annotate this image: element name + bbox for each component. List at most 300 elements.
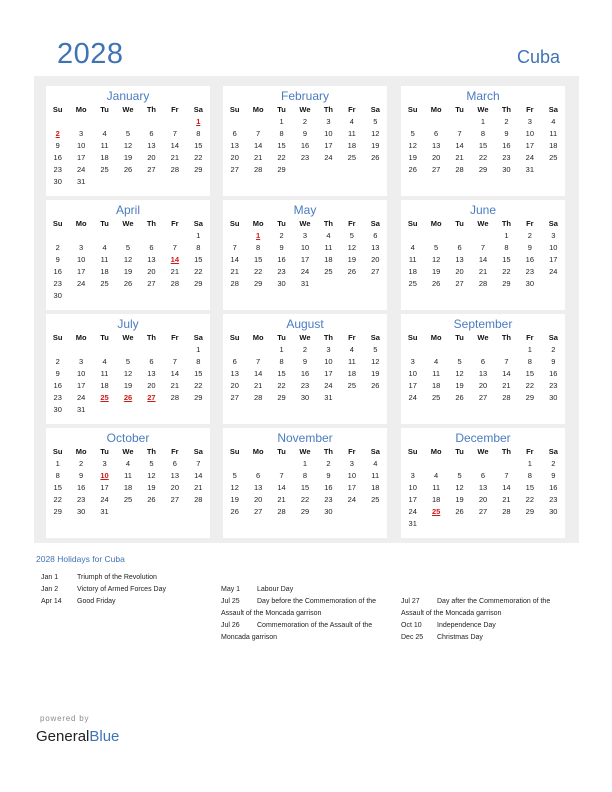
day[interactable]: 7: [256, 357, 261, 366]
day[interactable]: 7: [232, 243, 237, 252]
day[interactable]: 9: [326, 471, 331, 480]
day[interactable]: 21: [253, 381, 263, 390]
day[interactable]: 8: [196, 129, 201, 138]
day[interactable]: 11: [124, 471, 132, 480]
day[interactable]: 8: [279, 129, 284, 138]
day[interactable]: 8: [256, 243, 261, 252]
day[interactable]: 24: [408, 507, 417, 516]
day[interactable]: 9: [504, 129, 509, 138]
day[interactable]: 16: [76, 483, 86, 492]
day[interactable]: 2: [55, 243, 60, 252]
day[interactable]: 9: [302, 129, 308, 138]
day[interactable]: 23: [525, 267, 535, 276]
day[interactable]: 8: [480, 129, 486, 138]
day[interactable]: 18: [324, 255, 333, 264]
holiday-day[interactable]: 10: [100, 471, 109, 480]
day[interactable]: 19: [455, 381, 464, 390]
day[interactable]: 10: [300, 243, 310, 252]
day[interactable]: 26: [147, 495, 156, 504]
day[interactable]: 25: [100, 165, 109, 174]
day[interactable]: 30: [324, 507, 333, 516]
day[interactable]: 19: [123, 267, 133, 276]
day[interactable]: 28: [502, 393, 511, 402]
day[interactable]: 28: [478, 279, 488, 288]
day[interactable]: 16: [300, 369, 310, 378]
day[interactable]: 5: [457, 471, 462, 480]
day[interactable]: 19: [408, 153, 417, 162]
day[interactable]: 17: [76, 381, 86, 390]
day[interactable]: 7: [504, 357, 509, 366]
day[interactable]: 1: [55, 459, 60, 468]
day[interactable]: 27: [478, 393, 488, 402]
day[interactable]: 27: [455, 279, 464, 288]
day[interactable]: 18: [100, 381, 109, 390]
day[interactable]: 14: [170, 141, 180, 150]
day[interactable]: 29: [194, 165, 203, 174]
day[interactable]: 23: [549, 381, 558, 390]
day[interactable]: 14: [230, 255, 239, 264]
day[interactable]: 27: [431, 165, 441, 174]
day[interactable]: 19: [123, 381, 133, 390]
day[interactable]: 20: [230, 381, 239, 390]
day[interactable]: 25: [324, 267, 333, 276]
day[interactable]: 18: [100, 153, 109, 162]
day[interactable]: 16: [549, 483, 558, 492]
holiday-day[interactable]: 25: [431, 507, 441, 516]
day[interactable]: 3: [527, 117, 532, 126]
day[interactable]: 24: [300, 267, 310, 276]
day[interactable]: 12: [408, 141, 417, 150]
day[interactable]: 16: [502, 141, 511, 150]
holiday-day[interactable]: 26: [123, 393, 133, 402]
day[interactable]: 2: [527, 231, 532, 240]
day[interactable]: 23: [53, 279, 62, 288]
day[interactable]: 4: [326, 231, 331, 240]
day[interactable]: 12: [431, 255, 441, 264]
day[interactable]: 25: [431, 393, 441, 402]
day[interactable]: 18: [431, 495, 441, 504]
day[interactable]: 6: [480, 357, 486, 366]
day[interactable]: 5: [373, 345, 378, 354]
day[interactable]: 14: [253, 369, 263, 378]
day[interactable]: 2: [55, 357, 60, 366]
day[interactable]: 15: [253, 255, 263, 264]
day[interactable]: 26: [123, 165, 133, 174]
day[interactable]: 1: [196, 231, 201, 240]
day[interactable]: 4: [373, 459, 378, 468]
day[interactable]: 28: [277, 507, 286, 516]
day[interactable]: 8: [196, 357, 201, 366]
day[interactable]: 6: [434, 129, 439, 138]
day[interactable]: 6: [373, 231, 378, 240]
day[interactable]: 21: [170, 381, 180, 390]
day[interactable]: 17: [549, 255, 558, 264]
day[interactable]: 7: [196, 459, 201, 468]
day[interactable]: 12: [147, 471, 156, 480]
day[interactable]: 18: [408, 267, 417, 276]
day[interactable]: 29: [525, 393, 535, 402]
holiday-day[interactable]: 1: [256, 231, 261, 240]
day[interactable]: 15: [194, 255, 203, 264]
day[interactable]: 6: [232, 357, 237, 366]
day[interactable]: 30: [502, 165, 511, 174]
day[interactable]: 20: [147, 267, 156, 276]
day[interactable]: 22: [300, 495, 310, 504]
day[interactable]: 17: [76, 153, 86, 162]
day[interactable]: 10: [347, 471, 357, 480]
day[interactable]: 3: [302, 231, 308, 240]
day[interactable]: 28: [230, 279, 239, 288]
day[interactable]: 27: [170, 495, 180, 504]
day[interactable]: 25: [347, 381, 357, 390]
day[interactable]: 3: [551, 231, 556, 240]
day[interactable]: 6: [480, 471, 486, 480]
day[interactable]: 21: [455, 153, 464, 162]
day[interactable]: 6: [457, 243, 462, 252]
day[interactable]: 28: [455, 165, 464, 174]
day[interactable]: 16: [53, 381, 62, 390]
day[interactable]: 29: [300, 507, 310, 516]
day[interactable]: 6: [172, 459, 177, 468]
day[interactable]: 29: [277, 165, 286, 174]
day[interactable]: 10: [525, 129, 535, 138]
day[interactable]: 22: [277, 153, 286, 162]
day[interactable]: 22: [194, 381, 203, 390]
day[interactable]: 10: [324, 129, 333, 138]
day[interactable]: 5: [457, 357, 462, 366]
day[interactable]: 24: [525, 153, 535, 162]
day[interactable]: 17: [324, 369, 333, 378]
day[interactable]: 24: [76, 279, 86, 288]
day[interactable]: 5: [434, 243, 439, 252]
holiday-day[interactable]: 27: [147, 393, 156, 402]
day[interactable]: 27: [230, 165, 239, 174]
day[interactable]: 13: [230, 141, 239, 150]
day[interactable]: 5: [125, 129, 131, 138]
day[interactable]: 4: [349, 345, 354, 354]
day[interactable]: 7: [480, 243, 486, 252]
day[interactable]: 19: [455, 495, 464, 504]
day[interactable]: 31: [76, 405, 86, 414]
day[interactable]: 13: [478, 483, 488, 492]
day[interactable]: 9: [279, 243, 284, 252]
day[interactable]: 7: [256, 129, 261, 138]
day[interactable]: 13: [478, 369, 488, 378]
day[interactable]: 30: [549, 393, 558, 402]
day[interactable]: 28: [170, 279, 180, 288]
day[interactable]: 4: [102, 243, 107, 252]
day[interactable]: 25: [100, 279, 109, 288]
day[interactable]: 23: [76, 495, 86, 504]
day[interactable]: 13: [147, 255, 156, 264]
day[interactable]: 26: [455, 393, 464, 402]
day[interactable]: 21: [502, 381, 511, 390]
day[interactable]: 2: [279, 231, 284, 240]
day[interactable]: 23: [549, 495, 558, 504]
day[interactable]: 9: [55, 141, 60, 150]
day[interactable]: 10: [549, 243, 558, 252]
day[interactable]: 2: [504, 117, 509, 126]
day[interactable]: 26: [371, 381, 380, 390]
day[interactable]: 10: [408, 483, 417, 492]
day[interactable]: 10: [408, 369, 417, 378]
day[interactable]: 5: [125, 243, 131, 252]
day[interactable]: 21: [170, 267, 180, 276]
day[interactable]: 24: [324, 381, 333, 390]
day[interactable]: 31: [525, 165, 535, 174]
day[interactable]: 28: [170, 393, 180, 402]
day[interactable]: 12: [371, 129, 380, 138]
day[interactable]: 5: [125, 357, 131, 366]
day[interactable]: 20: [431, 153, 441, 162]
day[interactable]: 1: [527, 345, 532, 354]
day[interactable]: 8: [55, 471, 60, 480]
day[interactable]: 15: [525, 483, 535, 492]
day[interactable]: 3: [326, 345, 331, 354]
day[interactable]: 31: [100, 507, 109, 516]
day[interactable]: 20: [170, 483, 180, 492]
day[interactable]: 21: [194, 483, 203, 492]
holiday-day[interactable]: 2: [55, 129, 60, 138]
day[interactable]: 13: [253, 483, 263, 492]
day[interactable]: 11: [324, 243, 333, 252]
day[interactable]: 28: [502, 507, 511, 516]
day[interactable]: 7: [172, 357, 177, 366]
day[interactable]: 9: [55, 369, 60, 378]
day[interactable]: 4: [102, 357, 107, 366]
day[interactable]: 11: [408, 255, 417, 264]
day[interactable]: 15: [194, 141, 203, 150]
day[interactable]: 22: [194, 267, 203, 276]
day[interactable]: 14: [253, 141, 263, 150]
day[interactable]: 7: [504, 471, 509, 480]
day[interactable]: 10: [76, 255, 86, 264]
day[interactable]: 23: [53, 393, 62, 402]
day[interactable]: 20: [147, 153, 156, 162]
day[interactable]: 10: [76, 141, 86, 150]
day[interactable]: 18: [431, 381, 441, 390]
day[interactable]: 31: [76, 177, 86, 186]
day[interactable]: 23: [53, 165, 62, 174]
day[interactable]: 20: [455, 267, 464, 276]
day[interactable]: 28: [194, 495, 203, 504]
day[interactable]: 2: [551, 345, 556, 354]
holiday-day[interactable]: 1: [196, 117, 201, 126]
day[interactable]: 18: [347, 369, 357, 378]
day[interactable]: 1: [196, 345, 201, 354]
day[interactable]: 29: [194, 393, 203, 402]
day[interactable]: 25: [347, 153, 357, 162]
day[interactable]: 16: [300, 141, 310, 150]
day[interactable]: 4: [349, 117, 354, 126]
day[interactable]: 15: [53, 483, 62, 492]
day[interactable]: 14: [277, 483, 286, 492]
day[interactable]: 27: [478, 507, 488, 516]
day[interactable]: 4: [102, 129, 107, 138]
holiday-day[interactable]: 25: [100, 393, 109, 402]
day[interactable]: 22: [253, 267, 263, 276]
day[interactable]: 3: [410, 471, 415, 480]
day[interactable]: 15: [525, 369, 535, 378]
day[interactable]: 26: [371, 153, 380, 162]
day[interactable]: 23: [277, 267, 286, 276]
day[interactable]: 21: [478, 267, 488, 276]
day[interactable]: 11: [432, 483, 441, 492]
day[interactable]: 19: [431, 267, 441, 276]
day[interactable]: 11: [371, 471, 380, 480]
day[interactable]: 20: [478, 381, 488, 390]
day[interactable]: 19: [123, 153, 133, 162]
day[interactable]: 10: [76, 369, 86, 378]
day[interactable]: 22: [277, 381, 286, 390]
day[interactable]: 3: [326, 117, 331, 126]
holiday-day[interactable]: 14: [170, 255, 180, 264]
day[interactable]: 9: [551, 357, 556, 366]
day[interactable]: 8: [302, 471, 308, 480]
day[interactable]: 2: [326, 459, 331, 468]
day[interactable]: 6: [232, 129, 237, 138]
day[interactable]: 26: [431, 279, 441, 288]
day[interactable]: 19: [147, 483, 156, 492]
day[interactable]: 30: [53, 405, 62, 414]
day[interactable]: 29: [502, 279, 511, 288]
day[interactable]: 9: [302, 357, 308, 366]
day[interactable]: 13: [170, 471, 180, 480]
day[interactable]: 15: [194, 369, 203, 378]
day[interactable]: 12: [123, 141, 133, 150]
day[interactable]: 24: [408, 393, 417, 402]
day[interactable]: 5: [410, 129, 415, 138]
day[interactable]: 14: [455, 141, 464, 150]
day[interactable]: 15: [478, 141, 488, 150]
day[interactable]: 22: [194, 153, 203, 162]
day[interactable]: 17: [324, 141, 333, 150]
day[interactable]: 8: [279, 357, 284, 366]
day[interactable]: 24: [324, 153, 333, 162]
day[interactable]: 19: [371, 369, 380, 378]
day[interactable]: 31: [324, 393, 333, 402]
day[interactable]: 23: [300, 381, 310, 390]
day[interactable]: 11: [100, 255, 109, 264]
day[interactable]: 6: [149, 129, 154, 138]
day[interactable]: 26: [230, 507, 239, 516]
day[interactable]: 1: [504, 231, 509, 240]
generalblue-logo[interactable]: [36, 728, 119, 745]
day[interactable]: 11: [549, 129, 558, 138]
day[interactable]: 27: [253, 507, 263, 516]
day[interactable]: 18: [549, 141, 558, 150]
day[interactable]: 26: [455, 507, 464, 516]
day[interactable]: 6: [256, 471, 261, 480]
day[interactable]: 17: [525, 141, 535, 150]
day[interactable]: 25: [123, 495, 133, 504]
day[interactable]: 21: [502, 495, 511, 504]
day[interactable]: 30: [525, 279, 535, 288]
day[interactable]: 24: [76, 393, 86, 402]
day[interactable]: 11: [347, 129, 356, 138]
day[interactable]: 17: [347, 483, 357, 492]
day[interactable]: 17: [100, 483, 109, 492]
day[interactable]: 18: [100, 267, 109, 276]
day[interactable]: 7: [457, 129, 462, 138]
day[interactable]: 22: [478, 153, 488, 162]
day[interactable]: 11: [100, 369, 109, 378]
day[interactable]: 20: [478, 495, 488, 504]
day[interactable]: 30: [76, 507, 86, 516]
day[interactable]: 1: [480, 117, 486, 126]
day[interactable]: 24: [100, 495, 109, 504]
day[interactable]: 5: [232, 471, 237, 480]
day[interactable]: 3: [79, 357, 84, 366]
day[interactable]: 24: [76, 165, 86, 174]
day[interactable]: 23: [502, 153, 511, 162]
day[interactable]: 11: [347, 357, 356, 366]
day[interactable]: 14: [194, 471, 203, 480]
day[interactable]: 27: [147, 165, 156, 174]
day[interactable]: 31: [408, 519, 417, 528]
day[interactable]: 24: [347, 495, 357, 504]
day[interactable]: 14: [502, 483, 511, 492]
day[interactable]: 17: [76, 267, 86, 276]
day[interactable]: 18: [347, 141, 357, 150]
day[interactable]: 2: [79, 459, 84, 468]
day[interactable]: 27: [371, 267, 380, 276]
day[interactable]: 29: [253, 279, 263, 288]
day[interactable]: 2: [551, 459, 556, 468]
day[interactable]: 1: [527, 459, 532, 468]
day[interactable]: 8: [504, 243, 509, 252]
day[interactable]: 16: [525, 255, 535, 264]
day[interactable]: 16: [549, 369, 558, 378]
day[interactable]: 5: [373, 117, 378, 126]
day[interactable]: 20: [371, 255, 380, 264]
day[interactable]: 17: [300, 255, 310, 264]
day[interactable]: 17: [408, 381, 417, 390]
day[interactable]: 15: [277, 369, 286, 378]
day[interactable]: 19: [230, 495, 239, 504]
day[interactable]: 28: [253, 393, 263, 402]
day[interactable]: 29: [478, 165, 488, 174]
day[interactable]: 13: [431, 141, 441, 150]
day[interactable]: 10: [324, 357, 333, 366]
day[interactable]: 20: [253, 495, 263, 504]
day[interactable]: 15: [502, 255, 511, 264]
day[interactable]: 27: [147, 279, 156, 288]
day[interactable]: 7: [172, 129, 177, 138]
day[interactable]: 6: [149, 243, 154, 252]
day[interactable]: 6: [149, 357, 154, 366]
day[interactable]: 31: [300, 279, 310, 288]
day[interactable]: 18: [371, 483, 380, 492]
day[interactable]: 4: [410, 243, 415, 252]
day[interactable]: 19: [371, 141, 380, 150]
day[interactable]: 24: [549, 267, 558, 276]
day[interactable]: 13: [230, 369, 239, 378]
day[interactable]: 30: [549, 507, 558, 516]
day[interactable]: 20: [147, 381, 156, 390]
day[interactable]: 19: [347, 255, 357, 264]
day[interactable]: 9: [551, 471, 556, 480]
day[interactable]: 9: [527, 243, 532, 252]
day[interactable]: 15: [300, 483, 310, 492]
day[interactable]: 9: [55, 255, 60, 264]
day[interactable]: 25: [549, 153, 558, 162]
day[interactable]: 1: [302, 459, 308, 468]
day[interactable]: 7: [279, 471, 284, 480]
day[interactable]: 23: [324, 495, 333, 504]
day[interactable]: 30: [53, 291, 62, 300]
day[interactable]: 16: [324, 483, 333, 492]
